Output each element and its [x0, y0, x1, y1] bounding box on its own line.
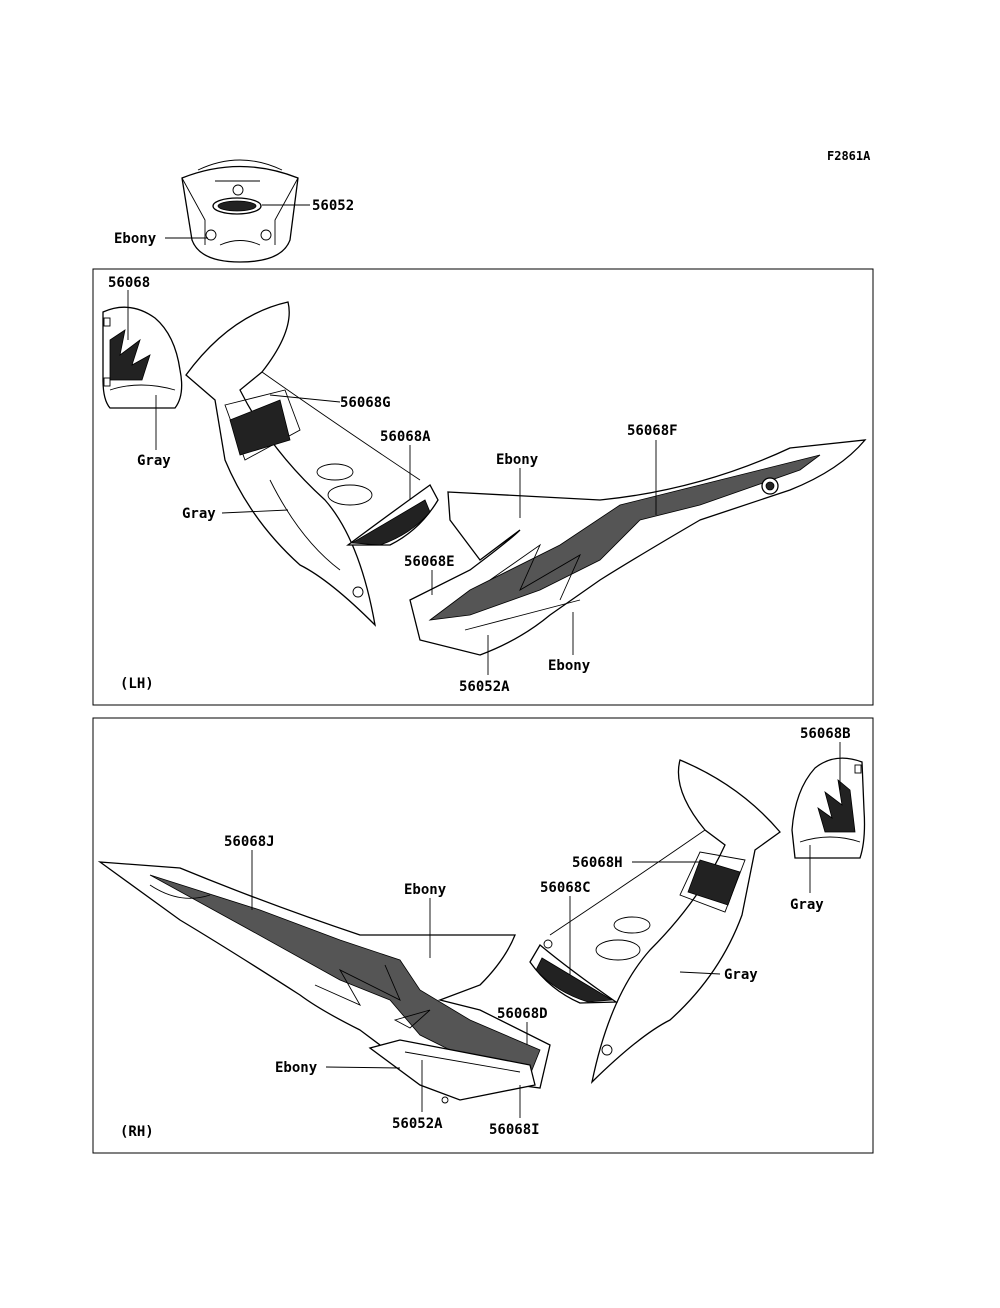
label-56068f: 56068F [627, 423, 678, 439]
lh-rear-panel [410, 440, 865, 655]
label-ebony-rh-upper: Ebony [404, 882, 447, 898]
lh-small-cover [103, 307, 182, 408]
rh-small-cover [792, 758, 865, 858]
label-56068c: 56068C [540, 880, 591, 896]
front-cover-part [182, 160, 298, 262]
label-56068b: 56068B [800, 726, 851, 742]
rh-section-label: (RH) [120, 1124, 154, 1140]
figure-code: F2861A [827, 149, 871, 163]
label-56068i: 56068I [489, 1122, 540, 1138]
label-56068e: 56068E [404, 554, 455, 570]
label-56052a-rh: 56052A [392, 1116, 443, 1132]
label-56068j: 56068J [224, 834, 275, 850]
rh-fairing-tip [530, 940, 616, 1003]
label-ebony-lh-upper: Ebony [496, 452, 539, 468]
lh-section-label: (LH) [120, 676, 154, 692]
label-56068h: 56068H [572, 855, 623, 871]
label-gray-rh-panel: Gray [724, 967, 758, 983]
rh-side-panel [550, 760, 780, 1082]
rh-rear-panel [100, 862, 550, 1103]
label-ebony-lh-lower: Ebony [548, 658, 591, 674]
label-56068: 56068 [108, 275, 151, 291]
lh-side-panel [186, 302, 420, 625]
label-gray-lh-small: Gray [137, 453, 171, 469]
label-ebony-top: Ebony [114, 231, 157, 247]
lh-fairing-tip [348, 485, 438, 545]
label-56068d: 56068D [497, 1006, 548, 1022]
label-56068a: 56068A [380, 429, 431, 445]
label-56052a-lh: 56052A [459, 679, 510, 695]
label-ebony-rh-lower: Ebony [275, 1060, 318, 1076]
label-gray-rh-small: Gray [790, 897, 824, 913]
label-56052: 56052 [312, 198, 355, 214]
label-gray-lh-panel: Gray [182, 506, 216, 522]
label-56068g: 56068G [340, 395, 391, 411]
